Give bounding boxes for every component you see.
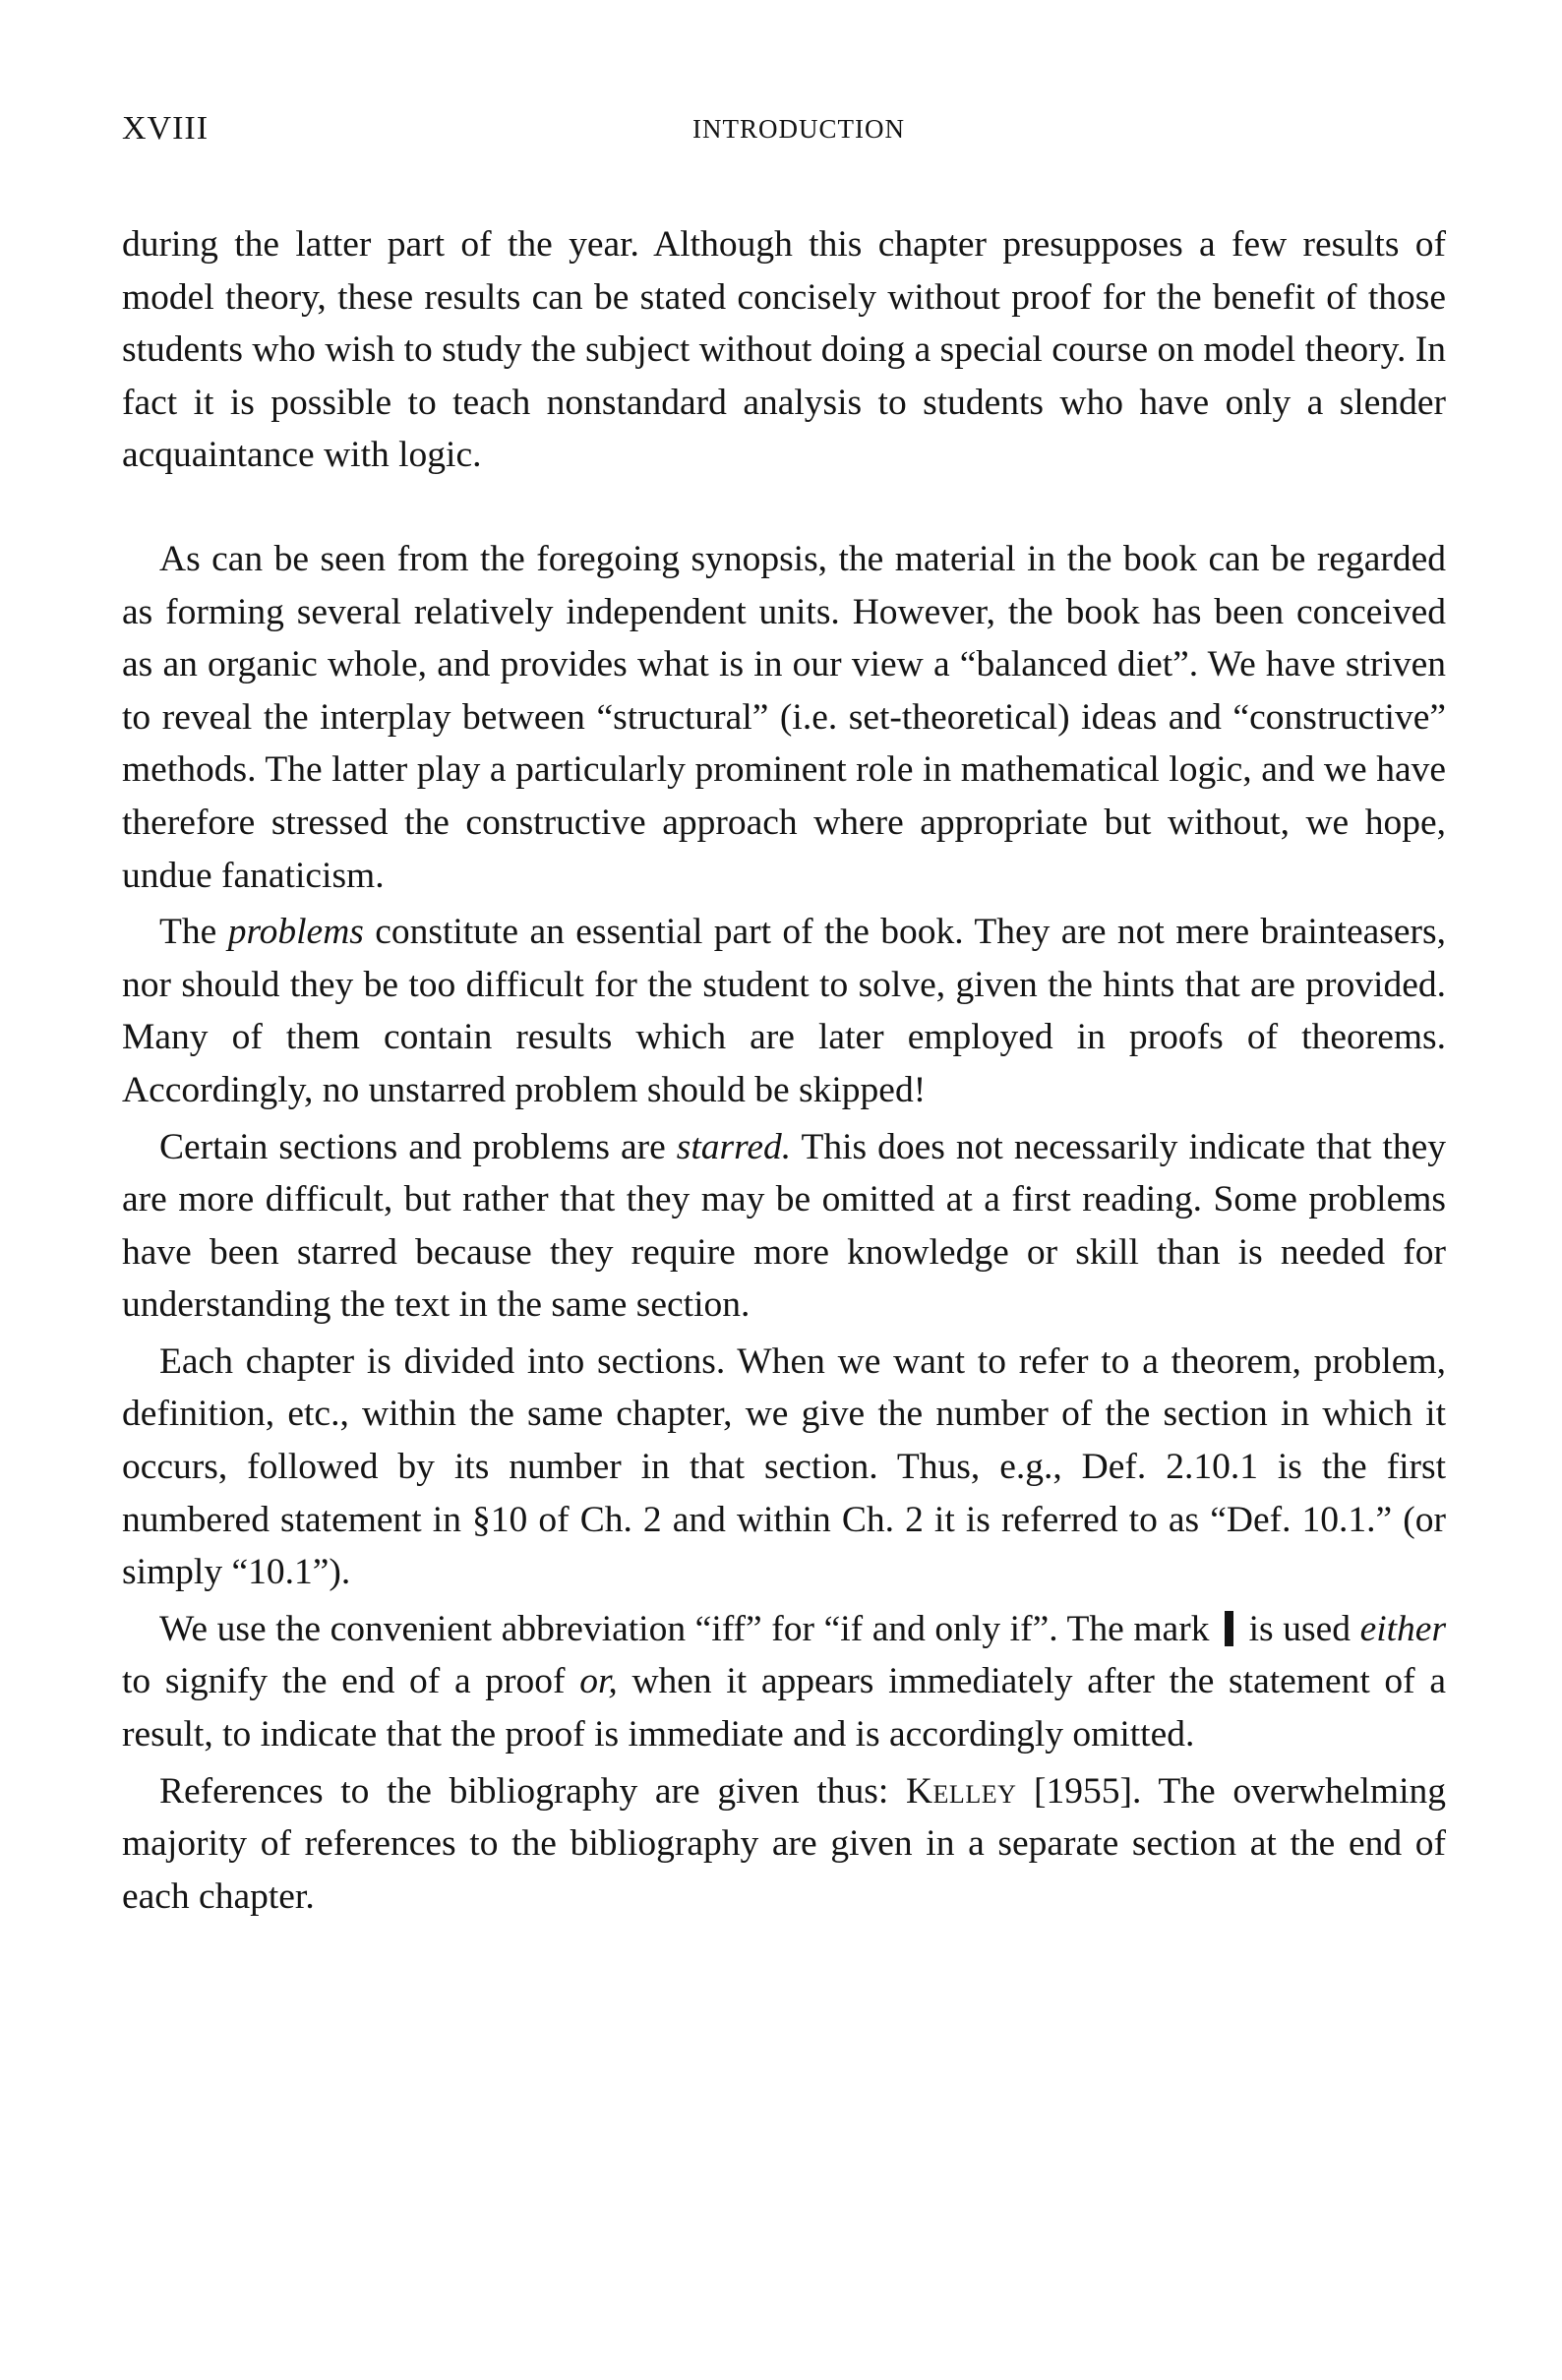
paragraph-abbreviations bbox=[122, 1603, 1446, 1761]
emphasis-or: or, bbox=[579, 1661, 618, 1702]
paragraph-sections: Each chapter is divided into sections. When we want to refer to a theorem, problem, definition, etc., within the same chapter, we give the number of the section in which it occurs, followed by its number in that section. Thus, e.g., Def. 2.10.1 is the first numbered statement in §10 of Ch. 2 and within Ch. 2 it is referred to as “Def. 10.1.” (or simply “10.1”). bbox=[122, 1340, 1446, 1593]
text-span: is used bbox=[1248, 1608, 1351, 1649]
text-span: when it appears immediately after the statement of a result, to indicate that the proof is immediate and is accordingly omitted. bbox=[122, 1661, 1446, 1755]
text-span: Certain sections and problems are bbox=[159, 1126, 677, 1167]
text-span: This does not necessarily indicate that they are more difficult, but rather that they may be omitted at a first reading. Some problems have been starred because they require more knowledge or skill than is needed for understanding the text in the same section. bbox=[122, 1126, 1446, 1326]
emphasis-either: either bbox=[1359, 1608, 1447, 1649]
body-text bbox=[122, 218, 1446, 1923]
author-name: Kelley bbox=[905, 1770, 1017, 1812]
text-span: [1955]. The overwhelming majority of references to the bibliography are given in a separate section at the end of each chapter. bbox=[122, 1770, 1446, 1917]
emphasis-starred: starred. bbox=[676, 1126, 792, 1167]
emphasis-problems: problems bbox=[227, 912, 364, 953]
text-span: to signify the end of a proof bbox=[122, 1661, 566, 1702]
text-span: constitute an essential part of the book. They are not mere brainteasers, nor should they be too difficult for the student to solve, given the hints that are provided. Many of them contain results which are later employed in proofs of theorems. Accordingly, no unstarred problem should be skipped! bbox=[122, 912, 1446, 1110]
page-number: XVIII bbox=[122, 110, 210, 147]
paragraph-synopsis: As can be seen from the foregoing synopsis, the material in the book can be regarded as forming several relatively independent units. However, the book has been conceived as an organic whole, and provides what is in our view a “balanced diet”. We have striven to reveal the interplay between “structural” (i.e. set-theoretical) ideas and “constructive” methods. The latter play a particularly prominent role in mathematical logic, and we have therefore stressed the constructive approach where appropriate but without, we hope, undue fanaticism. bbox=[122, 538, 1446, 896]
end-of-proof-icon bbox=[1225, 1611, 1233, 1646]
text-span: We use the convenient abbreviation “iff” for “if and only if”. The mark bbox=[159, 1608, 1210, 1649]
paragraph-continuation: during the latter part of the year. Although this chapter presupposes a few results of model theory, these results can be stated concisely without proof for the benefit of those students who wish to study the subject without doing a special course on model theory. In fact it is possible to teach nonstandard analysis to students who have only a slender acquaintance with logic. bbox=[122, 224, 1446, 476]
paragraph-references bbox=[122, 1765, 1446, 1924]
running-title: INTRODUCTION bbox=[692, 114, 905, 144]
paragraph-problems bbox=[122, 906, 1446, 1116]
paragraph-starred bbox=[122, 1121, 1446, 1332]
text-span: References to the bibliography are given thus: bbox=[159, 1770, 906, 1812]
text-span: The bbox=[159, 912, 228, 953]
running-head bbox=[122, 110, 1446, 159]
